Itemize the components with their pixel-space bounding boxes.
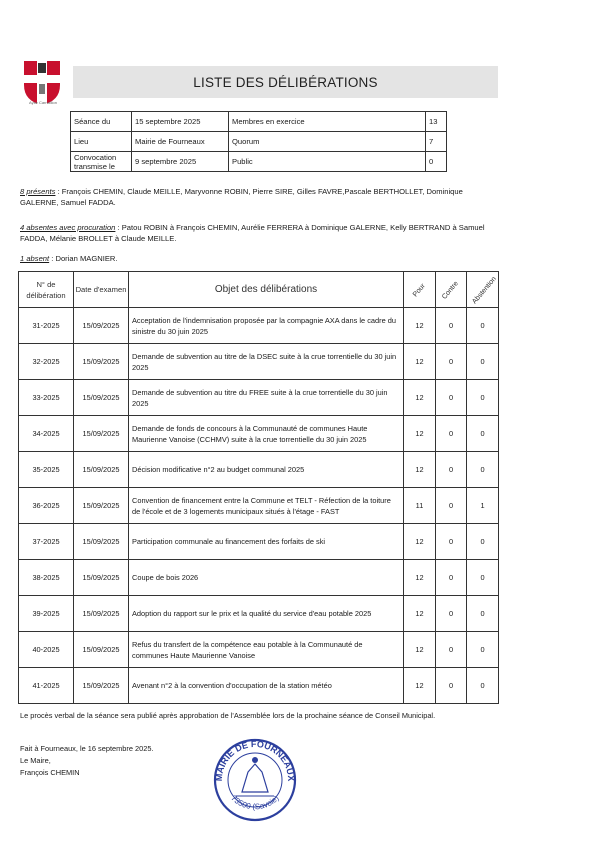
vote-contre: 0 [436,632,467,668]
deliberation-object: Convention de financement entre la Commune et TELT - Réfection de la toiture de l'école et de 3 logements municipaux situés à l'étage - FAST [129,488,404,524]
deliberation-object: Décision modificative n°2 au budget communal 2025 [129,452,404,488]
info-row-lieu [71,132,447,152]
table-row [19,560,499,596]
value-membres: 13 [426,112,447,132]
table-row [19,596,499,632]
vote-pour: 12 [404,452,436,488]
vote-pour: 12 [404,560,436,596]
value-convocation: 9 septembre 2025 [132,152,229,172]
deliberation-object: Adoption du rapport sur le prix et la qualité du service d'eau potable 2025 [129,596,404,632]
vote-pour: 12 [404,344,436,380]
vote-pour: 12 [404,380,436,416]
label-lieu: Lieu [71,132,132,152]
header-abstention: Abstention [471,275,498,306]
deliberation-object: Demande de fonds de concours à la Communauté de communes Haute Maurienne Vanoise (CCHMV) suite à la crue torrentielle du 30 juin 2025 [129,416,404,452]
table-row [19,668,499,704]
vote-abstention: 0 [467,308,499,344]
vote-abstention: 0 [467,416,499,452]
deliberation-object: Coupe de bois 2026 [129,560,404,596]
vote-contre: 0 [436,596,467,632]
deliberation-date: 15/09/2025 [74,668,129,704]
vote-abstention: 0 [467,380,499,416]
deliberation-number: 31-2025 [19,308,74,344]
stamp-bottom-text: 73500 (Savoie) [229,793,281,812]
session-info-table [70,111,447,172]
table-row [19,452,499,488]
header-contre: Contre [441,280,461,301]
header-date: Date d'examen [74,272,129,308]
vote-abstention: 0 [467,452,499,488]
info-row-convocation [71,152,447,172]
deliberation-date: 15/09/2025 [74,380,129,416]
table-row [19,416,499,452]
deliberation-number: 36-2025 [19,488,74,524]
deliberation-number: 38-2025 [19,560,74,596]
vote-contre: 0 [436,380,467,416]
absent-paragraph [20,253,498,264]
deliberation-date: 15/09/2025 [74,308,129,344]
label-convocation: Convocation transmise le [71,152,132,172]
stamp-top-text: MAIRIE DE FOURNEAUX [213,738,297,782]
table-row [19,380,499,416]
deliberation-date: 15/09/2025 [74,560,129,596]
deliberation-date: 15/09/2025 [74,452,129,488]
info-row-session [71,112,447,132]
vote-contre: 0 [436,488,467,524]
deliberation-object: Demande de subvention au titre de la DSEC suite à la crue torrentielle du 30 juin 2025 [129,344,404,380]
absent-label: 1 absent [20,254,50,263]
vote-pour: 11 [404,488,436,524]
presents-label: 8 présents [20,187,56,196]
signature-place-date: Fait à Fourneaux, le 16 septembre 2025. [20,744,154,753]
table-row [19,524,499,560]
vote-pour: 12 [404,416,436,452]
vote-pour: 12 [404,632,436,668]
signature-block [20,743,154,779]
deliberation-object: Acceptation de l'indemnisation proposée par la compagnie AXA dans le cadre du sinistre du 30 juin 2025 [129,308,404,344]
vote-contre: 0 [436,344,467,380]
deliberation-number: 33-2025 [19,380,74,416]
deliberation-number: 41-2025 [19,668,74,704]
value-public: 0 [426,152,447,172]
deliberation-date: 15/09/2025 [74,416,129,452]
label-quorum: Quorum [229,132,426,152]
deliberation-number: 34-2025 [19,416,74,452]
table-header-row [19,272,499,308]
deliberation-object: Refus du transfert de la compétence eau potable à la Communauté de communes Haute Maurienne Vanoise [129,632,404,668]
deliberation-number: 32-2025 [19,344,74,380]
deliberation-date: 15/09/2025 [74,632,129,668]
vote-pour: 12 [404,308,436,344]
vote-abstention: 0 [467,524,499,560]
deliberation-object: Demande de subvention au titre du FREE suite à la crue torrentielle du 30 juin 2025 [129,380,404,416]
signature-name: François CHEMIN [20,768,80,777]
vote-pour: 12 [404,668,436,704]
presents-text: : François CHEMIN, Claude MEILLE, Maryvonne ROBIN, Pierre SIRE, Gilles FAVRE,Pascale BERTHOLLET, Dominique GALERNE, Samuel FADDA. [20,187,463,207]
table-row [19,632,499,668]
header-objet: Objet des délibérations [129,272,404,308]
vote-contre: 0 [436,560,467,596]
mairie-stamp-icon [212,734,298,826]
deliberation-date: 15/09/2025 [74,344,129,380]
value-quorum: 7 [426,132,447,152]
absent-text: : Dorian MAGNIER. [49,254,118,263]
deliberation-number: 37-2025 [19,524,74,560]
value-lieu: Mairie de Fourneaux [132,132,229,152]
deliberation-date: 15/09/2025 [74,596,129,632]
vote-abstention: 0 [467,632,499,668]
deliberation-date: 15/09/2025 [74,488,129,524]
deliberation-date: 15/09/2025 [74,524,129,560]
crest-caption: Ayse Carnallion [29,100,57,105]
vote-contre: 0 [436,416,467,452]
publication-note: Le procès verbal de la séance sera publié après approbation de l'Assemblée lors de la prochaine séance de Conseil Municipal. [20,711,436,720]
deliberation-object: Participation communale au financement des forfaits de ski [129,524,404,560]
header-num: N° de délibération [19,272,74,308]
procurations-text: : Patou ROBIN à François CHEMIN, Aurélie FERRERA à Dominique GALERNE, Kelly BERTRAND à Samuel FADDA, Mélanie BROLLET à Claude MEILLE. [20,223,485,243]
vote-abstention: 1 [467,488,499,524]
header-contre-cell [436,272,467,308]
table-row [19,344,499,380]
deliberation-number: 40-2025 [19,632,74,668]
presents-paragraph [20,186,498,208]
table-row [19,488,499,524]
signature-title: Le Maire, [20,756,51,765]
vote-contre: 0 [436,524,467,560]
header-abstention-cell [467,272,499,308]
header-pour-cell [404,272,436,308]
value-seance: 15 septembre 2025 [132,112,229,132]
vote-contre: 0 [436,308,467,344]
vote-abstention: 0 [467,560,499,596]
deliberation-number: 35-2025 [19,452,74,488]
deliberation-number: 39-2025 [19,596,74,632]
vote-abstention: 0 [467,668,499,704]
vote-contre: 0 [436,668,467,704]
procurations-label: 4 absentes avec procuration [20,223,116,232]
page-title: LISTE DES DÉLIBÉRATIONS [73,66,498,98]
vote-abstention: 0 [467,596,499,632]
vote-contre: 0 [436,452,467,488]
label-public: Public [229,152,426,172]
label-seance: Séance du [71,112,132,132]
deliberations-table [18,271,499,704]
vote-pour: 12 [404,524,436,560]
table-row [19,308,499,344]
deliberation-object: Avenant n°2 à la convention d'occupation de la station météo [129,668,404,704]
header-pour: Pour [412,282,427,299]
vote-pour: 12 [404,596,436,632]
vote-abstention: 0 [467,344,499,380]
label-membres: Membres en exercice [229,112,426,132]
procurations-paragraph [20,222,498,244]
